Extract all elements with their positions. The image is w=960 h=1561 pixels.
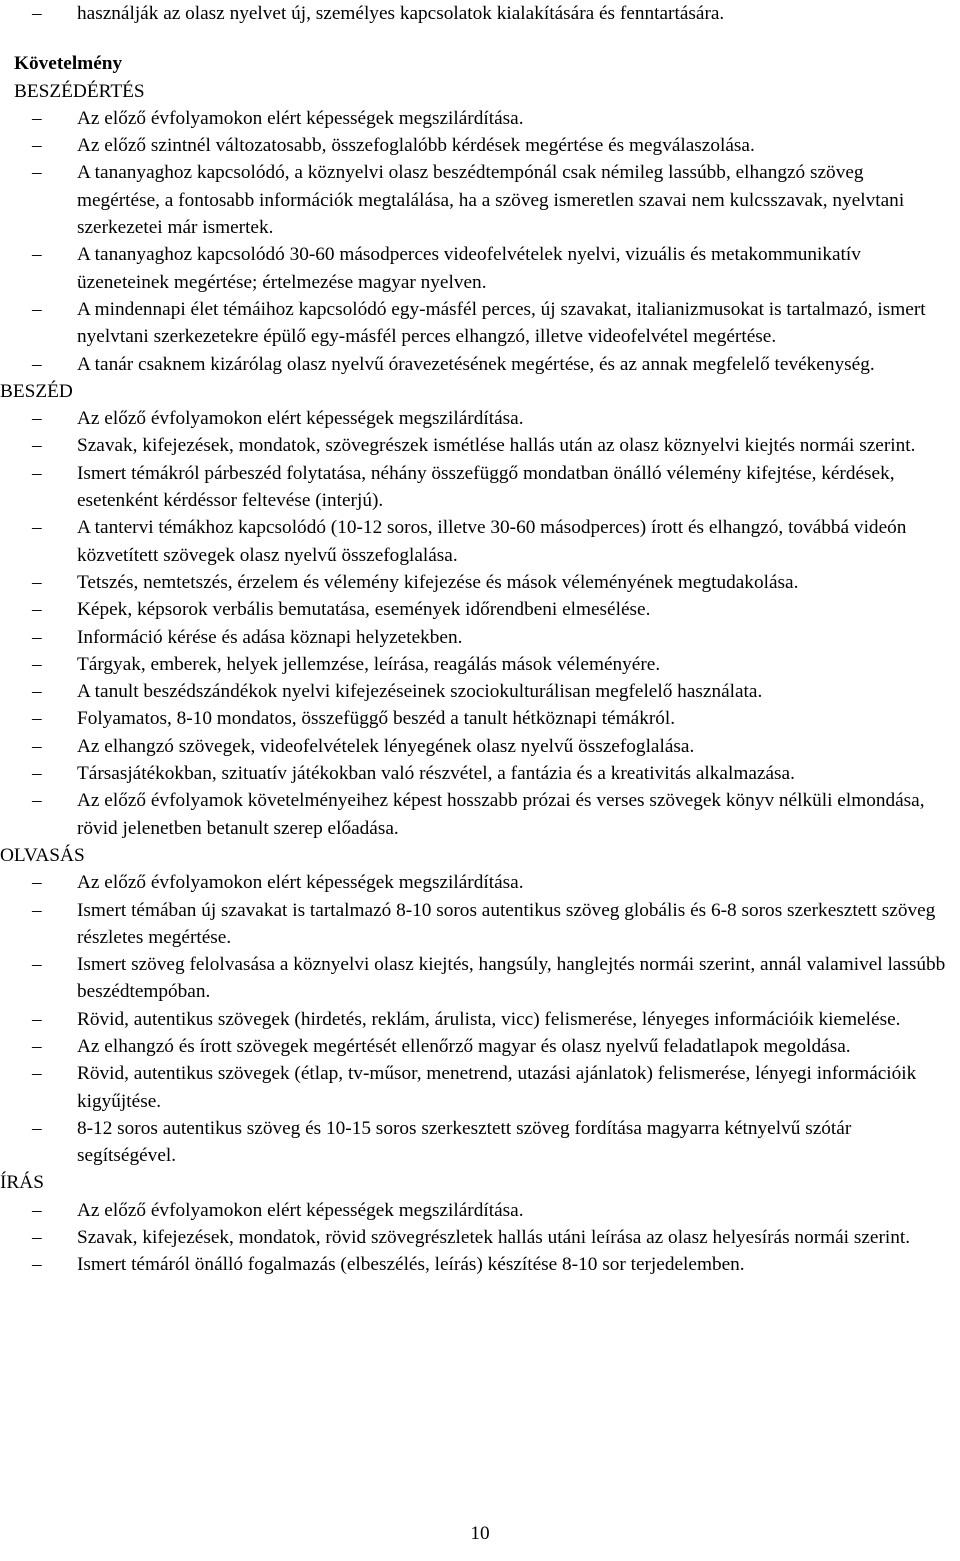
list-item-text: A tananyaghoz kapcsolódó, a köznyelvi olasz beszédtempónál csak némileg lassúbb, elhangzó szöveg megértése, a fontosabb információk megtalálása, ha a szöveg ismeretlen szavai nem kulcsszavak, nyelvtani szerkezetei már ismertek. [77,162,905,239]
list-item [0,351,960,378]
dash-bullet: – [32,1008,42,1030]
list-item-text: Információ kérése és adása köznapi helyzetekben. [77,626,463,648]
dash-bullet: – [32,790,42,812]
list-item-text: A mindennapi élet témáihoz kapcsolódó egy-másfél perces, új szavakat, italianizmusokat is tartalmazó, ismert nyelvtani szerkezetekre épülő egy-másfél perces elhangzó, illetve videofelvétel megértése. [77,298,926,348]
list-item-text: Ismert témáról önálló fogalmazás (elbeszélés, leírás) készítése 8-10 sor terjedelemben. [77,1254,745,1276]
list-item [0,705,960,732]
dash-bullet: – [32,571,42,593]
list-item-text: A tanult beszédszándékok nyelvi kifejezéseinek szociokulturálisan megfelelő használata. [77,681,763,703]
section-heading: BESZÉD [0,380,73,402]
intro-list [0,0,960,27]
list-item [0,405,960,432]
list-item [0,132,960,159]
list-item-text: A tanár csaknem kizárólag olasz nyelvű óravezetésének megértése, és az annak megfelelő tevékenység. [77,353,875,375]
section-heading: BESZÉDÉRTÉS [14,80,145,102]
dash-bullet: – [32,517,42,539]
list-item [0,514,960,569]
list-item [0,1251,960,1278]
list-item-text: használják az olasz nyelvet új, személyes kapcsolatok kialakítására és fenntartására. [77,3,725,24]
dash-bullet: – [32,135,42,157]
list-item [0,1224,960,1251]
list-item [0,1033,960,1060]
list-item [0,897,960,952]
dash-bullet: – [32,599,42,621]
dash-bullet: – [32,681,42,703]
dash-bullet: – [32,162,42,184]
section-list [0,869,960,1169]
list-item [0,624,960,651]
list-item-text: A tantervi témákhoz kapcsolódó (10-12 soros, illetve 30-60 másodperces) írott és elhangzó, továbbá videón közvetített szövegek olasz nyelvű összefoglalása. [77,517,907,566]
list-item-text: Társasjátékokban, szituatív játékokban való részvétel, a fantázia és a kreativitás alkalmazása. [77,763,795,785]
dash-bullet: – [32,298,42,320]
list-item-text: Ismert témákról párbeszéd folytatása, néhány összefüggő mondatban önálló vélemény kifejtése, kérdések, esetenként kérdéssor feltevése (interjú). [77,462,895,512]
dash-bullet: – [32,1254,42,1276]
list-item-text: Rövid, autentikus szövegek (hirdetés, reklám, árulista, vicc) felismerése, lényeges információik kiemelése. [77,1008,901,1030]
list-item [0,460,960,515]
dash-bullet: – [32,763,42,785]
list-item [0,651,960,678]
list-item-text: Szavak, kifejezések, mondatok, szövegrészek ismétlése hallás után az olasz köznyelvi kiejtés normái szerint. [77,435,916,457]
list-item [0,678,960,705]
dash-bullet: – [32,435,42,457]
list-item [0,1060,960,1115]
list-item [0,787,960,842]
requirement-heading: Követelmény [14,53,123,75]
dash-bullet: – [32,735,42,757]
list-item-text: Folyamatos, 8-10 mondatos, összefüggő beszéd a tanult hétköznapi témákról. [77,708,676,730]
list-item-text: Az előző évfolyamokon elért képességek megszilárdítása. [77,107,524,129]
list-item-text: Tárgyak, emberek, helyek jellemzése, leírása, reagálás mások véleményére. [77,653,661,675]
list-item [0,596,960,623]
section-list [0,405,960,842]
list-item [0,869,960,896]
dash-bullet: – [32,244,42,266]
dash-bullet: – [32,872,42,894]
dash-bullet: – [32,462,42,484]
list-item-text: Az elhangzó szövegek, videofelvételek lényegének olasz nyelvű összefoglalása. [77,735,695,757]
list-item-text: Szavak, kifejezések, mondatok, rövid szövegrészletek hallás utáni leírása az olasz helyesírás normái szerint. [77,1227,911,1249]
dash-bullet: – [32,107,42,129]
dash-bullet: – [32,1063,42,1085]
list-item [0,951,960,1006]
list-item [0,733,960,760]
list-item-text: 8-12 soros autentikus szöveg és 10-15 soros szerkesztett szöveg fordítása magyarra kétnyelvű szótár segítségével. [77,1117,852,1167]
dash-bullet: – [32,626,42,648]
dash-bullet: – [32,1199,42,1221]
list-item [0,159,960,241]
sections [0,78,960,1279]
dash-bullet: – [32,408,42,430]
list-item-text: Az előző évfolyamokon elért képességek megszilárdítása. [77,1199,524,1221]
dash-bullet: – [32,1035,42,1057]
dash-bullet: – [32,954,42,976]
list-item-text: Tetszés, nemtetszés, érzelem és vélemény kifejezése és mások véleményének megtudakolása. [77,571,799,593]
list-item [0,296,960,351]
dash-bullet: – [32,708,42,730]
dash-bullet: – [32,1117,42,1139]
list-item [0,105,960,132]
list-item-text: Az előző szintnél változatosabb, összefoglalóbb kérdések megértése és megválaszolása. [77,135,755,157]
list-item-text: A tananyaghoz kapcsolódó 30-60 másodperces videofelvételek nyelvi, vizuális és metakommunikatív üzeneteinek megértése; értelmezése magyar nyelven. [77,244,861,293]
list-item-text: Az előző évfolyamok követelményeihez képest hosszabb prózai és verses szövegek könyv nélküli elmondása, rövid jelenetben betanult szerep előadása. [77,790,925,839]
dash-bullet: – [32,3,42,24]
list-item [0,1115,960,1170]
list-item-text: Rövid, autentikus szövegek (étlap, tv-műsor, menetrend, utazási ajánlatok) felismerése, lényegi információik kigyűjtése. [77,1063,917,1112]
dash-bullet: – [32,899,42,921]
list-item [0,1006,960,1033]
section-heading: ÍRÁS [0,1172,44,1194]
list-item-text: Az előző évfolyamokon elért képességek megszilárdítása. [77,872,524,894]
section-list [0,1197,960,1279]
list-item-text: Az elhangzó és írott szövegek megértését ellenőrző magyar és olasz nyelvű feladatlapok megoldása. [77,1035,851,1057]
section-list [0,105,960,378]
dash-bullet: – [32,1227,42,1249]
list-item [0,241,960,296]
list-item [0,760,960,787]
list-item-text: Ismert szöveg felolvasása a köznyelvi olasz kiejtés, hangsúly, hanglejtés normái szerint, annál valamivel lassúbb beszédtempóban. [77,954,946,1003]
dash-bullet: – [32,653,42,675]
list-item [0,569,960,596]
list-item [0,432,960,459]
list-item [0,0,960,27]
list-item [0,1197,960,1224]
list-item-text: Az előző évfolyamokon elért képességek megszilárdítása. [77,408,524,430]
section-heading: OLVASÁS [0,844,85,866]
dash-bullet: – [32,353,42,375]
page-number: 10 [470,1523,490,1544]
list-item-text: Ismert témában új szavakat is tartalmazó 8-10 soros autentikus szöveg globális és 6-8 soros szerkesztett szöveg részletes megértése. [77,899,936,948]
list-item-text: Képek, képsorok verbális bemutatása, események időrendbeni elmesélése. [77,599,651,621]
